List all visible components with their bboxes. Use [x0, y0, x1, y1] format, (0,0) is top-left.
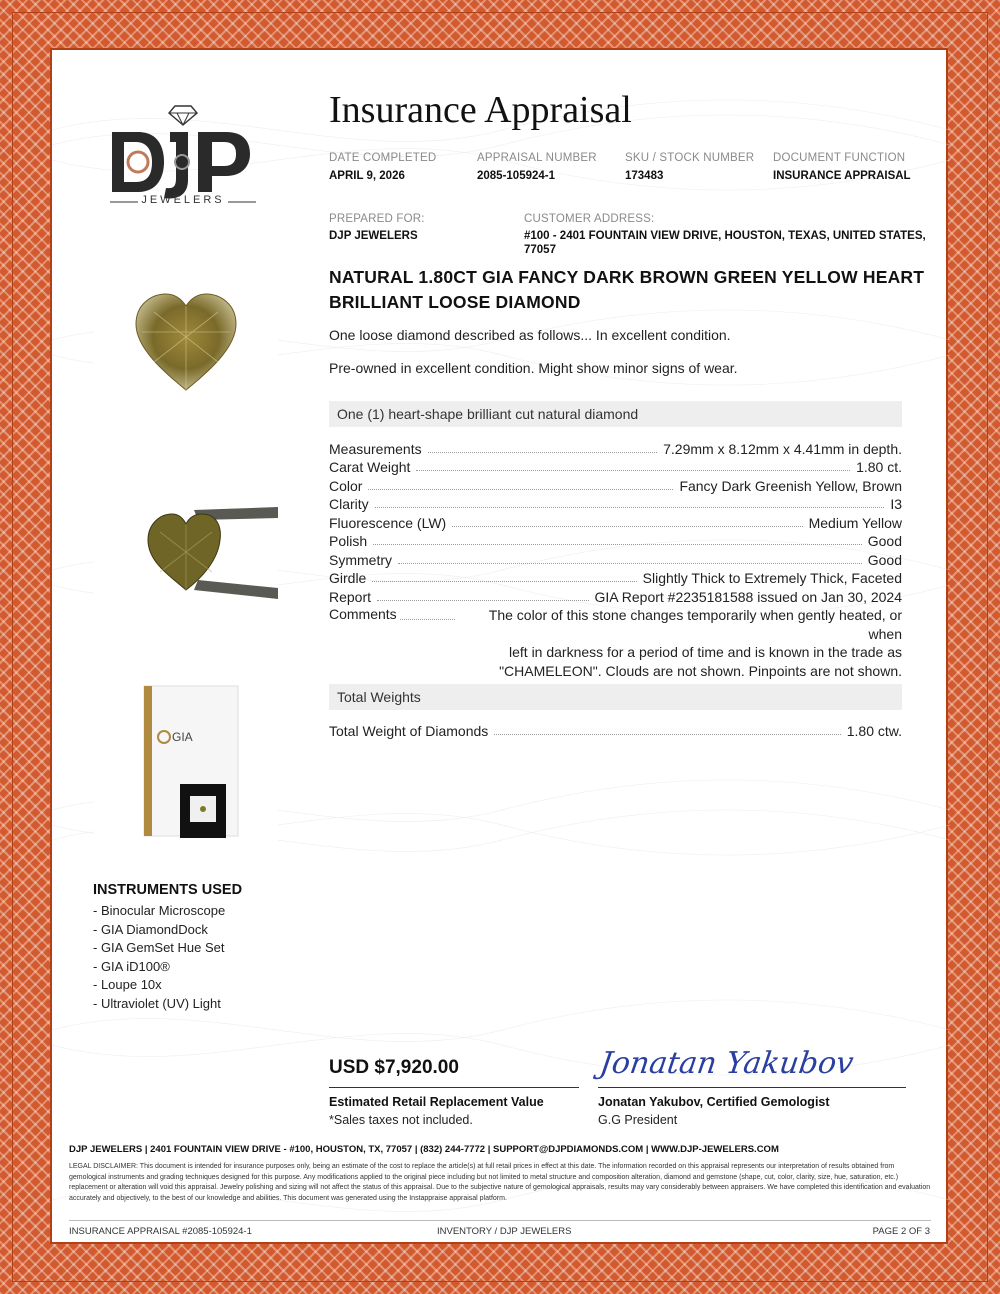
instruments-title: INSTRUMENTS USED: [93, 882, 243, 898]
total-weight-row: Total Weight of Diamonds 1.80 ctw.: [329, 723, 902, 739]
signer-title: G.G President: [598, 1113, 678, 1127]
spec-row: Clarity I3: [329, 496, 902, 512]
instruments-list: [93, 903, 225, 1014]
meta-value-function: INSURANCE APPRAISAL: [773, 170, 911, 182]
page-title: Insurance Appraisal: [329, 89, 632, 131]
footer-divider: [69, 1220, 931, 1221]
customer-address-label: CUSTOMER ADDRESS:: [524, 213, 655, 225]
spec-row: Polish Good: [329, 533, 902, 549]
gia-label: GIA: [172, 730, 193, 744]
footer-contact: DJP JEWELERS | 2401 FOUNTAIN VIEW DRIVE - #100, HOUSTON, TX, 77057 | (832) 244-7772 | SUPPORT@DJPDIAMONDS.COM | WWW.DJP-JEWELERS.COM: [69, 1144, 779, 1155]
spec-row: Color Fancy Dark Greenish Yellow, Brown: [329, 478, 902, 494]
gia-report-package-image: [94, 672, 278, 862]
list-item: - GIA DiamondDock: [93, 921, 208, 937]
prepared-for-value: DJP JEWELERS: [329, 230, 418, 242]
meta-label-function: DOCUMENT FUNCTION: [773, 152, 906, 164]
list-item: - GIA iD100®: [93, 958, 170, 974]
price-note: *Sales taxes not included.: [329, 1113, 473, 1127]
list-item: - Binocular Microscope: [93, 903, 226, 918]
diamond-photo-tweezers: [94, 462, 278, 652]
section-band-total: Total Weights: [329, 684, 902, 710]
section-band-item: One (1) heart-shape brilliant cut natural diamond: [329, 401, 902, 427]
gia-package-photo: [94, 672, 278, 862]
condition-paragraph: Pre-owned in excellent condition. Might show minor signs of wear.: [329, 360, 738, 376]
spec-row: Measurements 7.29mm x 8.12mm x 4.41mm in depth.: [329, 441, 902, 457]
item-heading-line1: NATURAL 1.80CT GIA FANCY DARK BROWN GREEN YELLOW HEART: [329, 267, 925, 287]
customer-address-line1: #100 - 2401 FOUNTAIN VIEW DRIVE, HOUSTON, TEXAS, UNITED STATES,: [524, 230, 926, 242]
spec-row: Carat Weight 1.80 ct.: [329, 459, 902, 475]
list-item: - GIA GemSet Hue Set: [93, 940, 225, 955]
price-caption: Estimated Retail Replacement Value: [329, 1095, 544, 1109]
footer-page-number: PAGE 2 OF 3: [872, 1226, 930, 1237]
signer-name: Jonatan Yakubov, Certified Gemologist: [598, 1095, 830, 1109]
meta-value-date: APRIL 9, 2026: [329, 170, 405, 182]
meta-label-appraisal-number: APPRAISAL NUMBER: [477, 152, 597, 164]
item-heading-line2: BRILLIANT LOOSE DIAMOND: [329, 292, 581, 312]
footer-inventory: INVENTORY / DJP JEWELERS: [437, 1226, 572, 1237]
comments-label: Comments: [329, 606, 397, 622]
spec-row: Symmetry Good: [329, 552, 902, 568]
legal-disclaimer: LEGAL DISCLAIMER: This document is intended for insurance purposes only, being an estimate of the cost to replace the article(s) at full retail prices in effect at this date. The information recorded on this appraisal represents our interpretation of results obtained from gemological instruments and grading techniques designed for this purpose. Any modifications applied to the original piece including but not limited to metal structure and composition alteration, diamond and gemstone (shape, cut, color, clarity, size, hue, saturation, etc.) replacement or alteration will void this appraisal. Jewelry polishing and sizing will not affect the status of this appraisal. Due to the subjective nature of gemological appraisals, results may vary considerably between appraisers. We have completed this identification and evaluation accurately and objectively, to the best of our knowledge and abilities. This document was generated using the Instappraise appraisal platform.: [69, 1163, 931, 1202]
diamond-in-tweezers-image: [94, 462, 278, 652]
comments-leader: [400, 619, 455, 620]
customer-address-line2: 77057: [524, 244, 556, 256]
signature-underline: [598, 1087, 906, 1088]
spec-row: Girdle Slightly Thick to Extremely Thick, Faceted: [329, 570, 902, 586]
heart-diamond-image: [94, 252, 278, 442]
meta-value-sku: 173483: [625, 170, 664, 182]
meta-label-date: DATE COMPLETED: [329, 152, 437, 164]
description-paragraph: One loose diamond described as follows... In excellent condition.: [329, 327, 731, 343]
prepared-for-label: PREPARED FOR:: [329, 213, 425, 225]
spec-row: Report GIA Report #2235181588 issued on Jan 30, 2024: [329, 589, 902, 605]
meta-label-sku: SKU / STOCK NUMBER: [625, 152, 755, 164]
list-item: - Loupe 10x: [93, 977, 162, 992]
logo-subtitle: JEWELERS: [141, 194, 225, 206]
comments-text: The color of this stone changes temporarily when gently heated, or when left in darkness for a period of time and is known in the trade as "CHAMELEON". Clouds are not shown. Pinpoints are not shown.: [488, 607, 902, 679]
price-value: USD $7,920.00: [329, 1057, 459, 1078]
list-item: - Ultraviolet (UV) Light: [93, 995, 221, 1011]
footer-appraisal-number: INSURANCE APPRAISAL #2085-105924-1: [69, 1226, 252, 1237]
diamond-photo-top: [94, 252, 278, 442]
signature: Jonatan Yakubov: [597, 1046, 856, 1081]
meta-value-appraisal-number: 2085-105924-1: [477, 170, 556, 182]
spec-row: Fluorescence (LW) Medium Yellow: [329, 515, 902, 531]
price-underline: [329, 1087, 579, 1088]
